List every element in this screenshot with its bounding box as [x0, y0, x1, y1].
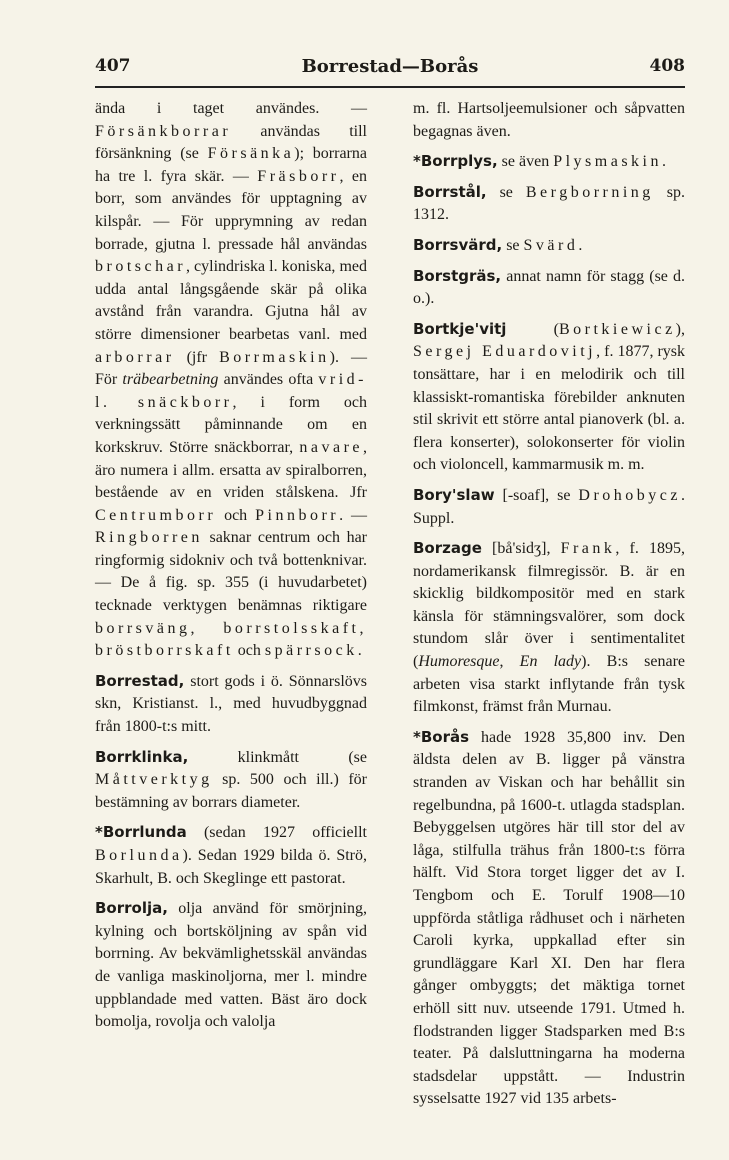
headword: Borrestad,	[95, 671, 185, 690]
headword: Bory'slaw	[413, 485, 495, 504]
headword: Borrstål,	[413, 182, 487, 201]
entry-borrsvard: Borrsvärd, se Svärd.	[413, 235, 583, 254]
headword: Bortkje'vitj	[413, 319, 507, 338]
right-column	[413, 98, 685, 1111]
entry-borrstal: Borrstål, se Bergborrning sp. 1312.	[413, 182, 685, 224]
entry-borrestad: Borrestad, stort gods i ö. Sönnarslövs skn, Kristianst. l., med huvudbyggnad från 1800-t:s mitt.	[95, 671, 367, 736]
entry-bortkjevitj: Bortkje'vitj (Bortkiewicz), Sergej Eduardovitj, f. 1877, rysk tonsättare, har i en melodirik och till klassiskt-romantiska förebilder anknuten stil skrivit ett större antal pianoverk (bl. a. flera konserter), solokonserter för violin och violoncell, kammarmusik m. m.	[413, 319, 686, 474]
entry-borstgras: Borstgräs, annat namn för stagg (se d. o.).	[413, 266, 685, 308]
entry-boras: *Borås hade 1928 35,800 inv. Den äldsta delen av B. ligger på vänstra stranden av Viskan och har behållit sin regelbundna, på 1600-t. utlagda stadsplan. Bebyggelsen utgöres här till stor del av låga, stilfulla trähus från 1800-t:s förra hälft. Vid Stora torget ligger det av I. Tengbom och E. Torulf 1908—10 uppförda ståtliga rådhuset och i närheten Caroli kyrka, uppkallad efter sin grundläggare Karl XI. Den har flera gånger ombyggts; det mäktiga tornet erhöll sitt nuv. utseende 1791. Utmed h. flodstranden ligger Stadsparken med B:s teater. På dalsluttningarna ha moderna stadsdelar uppstått. — Industrin sysselsatte 1927 vid 135 arbets-	[413, 727, 685, 1108]
entry-borrolja: Borrolja, olja använd för smörjning, kylning och bortsköljning av spån vid borrning. Av bekvämlighetsskäl användas de vanliga maskinoljorna, mer l. mindre uppblandade med vatten. Bäst äro dock bomolja, rovolja och valolja	[95, 899, 367, 1031]
headword: *Borås	[413, 727, 470, 746]
headword: Borrklinka,	[95, 747, 189, 766]
page-header	[95, 56, 685, 82]
headword: Borstgräs,	[413, 266, 502, 285]
entry-borrplys: *Borrplys, se även Plysmaskin.	[413, 152, 666, 171]
header-rule	[95, 86, 685, 88]
headword: Borrsvärd,	[413, 235, 503, 254]
page-number-right: 408	[649, 56, 685, 76]
entry-boryslaw: Bory'slaw [-soaf], se Drohobycz. Suppl.	[413, 485, 685, 527]
entry-borrklinka: Borrklinka, klinkmått (se Måttverktyg sp. 500 och ill.) för bestämning av borrars diameter.	[95, 747, 367, 811]
entry-borrlunda: *Borrlunda (sedan 1927 officiellt Borlunda). Sedan 1929 bilda ö. Strö, Skarhult, B. och Skeglinge ett pastorat.	[95, 823, 367, 887]
headword: *Borrlunda	[95, 823, 187, 842]
left-column	[95, 98, 367, 1034]
entry-borzage: Borzage [bå'sidʒ], Frank, f. 1895, nordamerikansk filmregissör. B. är en skicklig bildkompositör med en stark känsla för stämningsvalörer, som dock stundom slår över i sentimentalitet (Humoresque, En lady). B:s senare arbeten visa starkt inflytande från tysk filmkonst, främst från Murnau.	[413, 539, 686, 716]
headword: Borzage	[413, 539, 482, 558]
running-head: Borrestad—Borås	[301, 56, 479, 77]
headword: *Borrplys,	[413, 152, 498, 171]
headword: Borrolja,	[95, 899, 168, 918]
entry-borrolja-continued: m. fl. Hartsoljeemulsioner och såpvatten begagnas även.	[413, 100, 685, 140]
entry-borr-continued: ända i taget användes. — Försänkborrar användas till försänkning (se Försänka); borrarna ha tre l. fyra skär. — Fräsborr, en borr, som användes för upptagning av kilspår. — För upprymning av redan borrade, gjutna l. pressade hål användas brotschar, cylindriska l. koniska, med udda antal långsgående skär på olika avstånd från varandra. Gjutna hål av större dimensioner bearbetas vanl. med arborrar (jfr Borrmaskin). — För träbearbetning användes ofta vrid- l. snäckborr, i form och verkningssätt påminnande om en korkskruv. Större snäckborrar, navare, äro numera i allm. ersatta av spiralborren, bestående av en vriden stålskena. Jfr Centrumborr och Pinnborr. — Ringborren saknar centrum och har ringformig sidokniv och två bottenknivar. — De å fig. sp. 355 (i huvudarbetet) tecknade verktygen benämnas riktigare borrsväng, borrstolsskaft, bröstborrskaft och spärrsock.	[95, 100, 368, 660]
page-number-left: 407	[95, 56, 131, 76]
